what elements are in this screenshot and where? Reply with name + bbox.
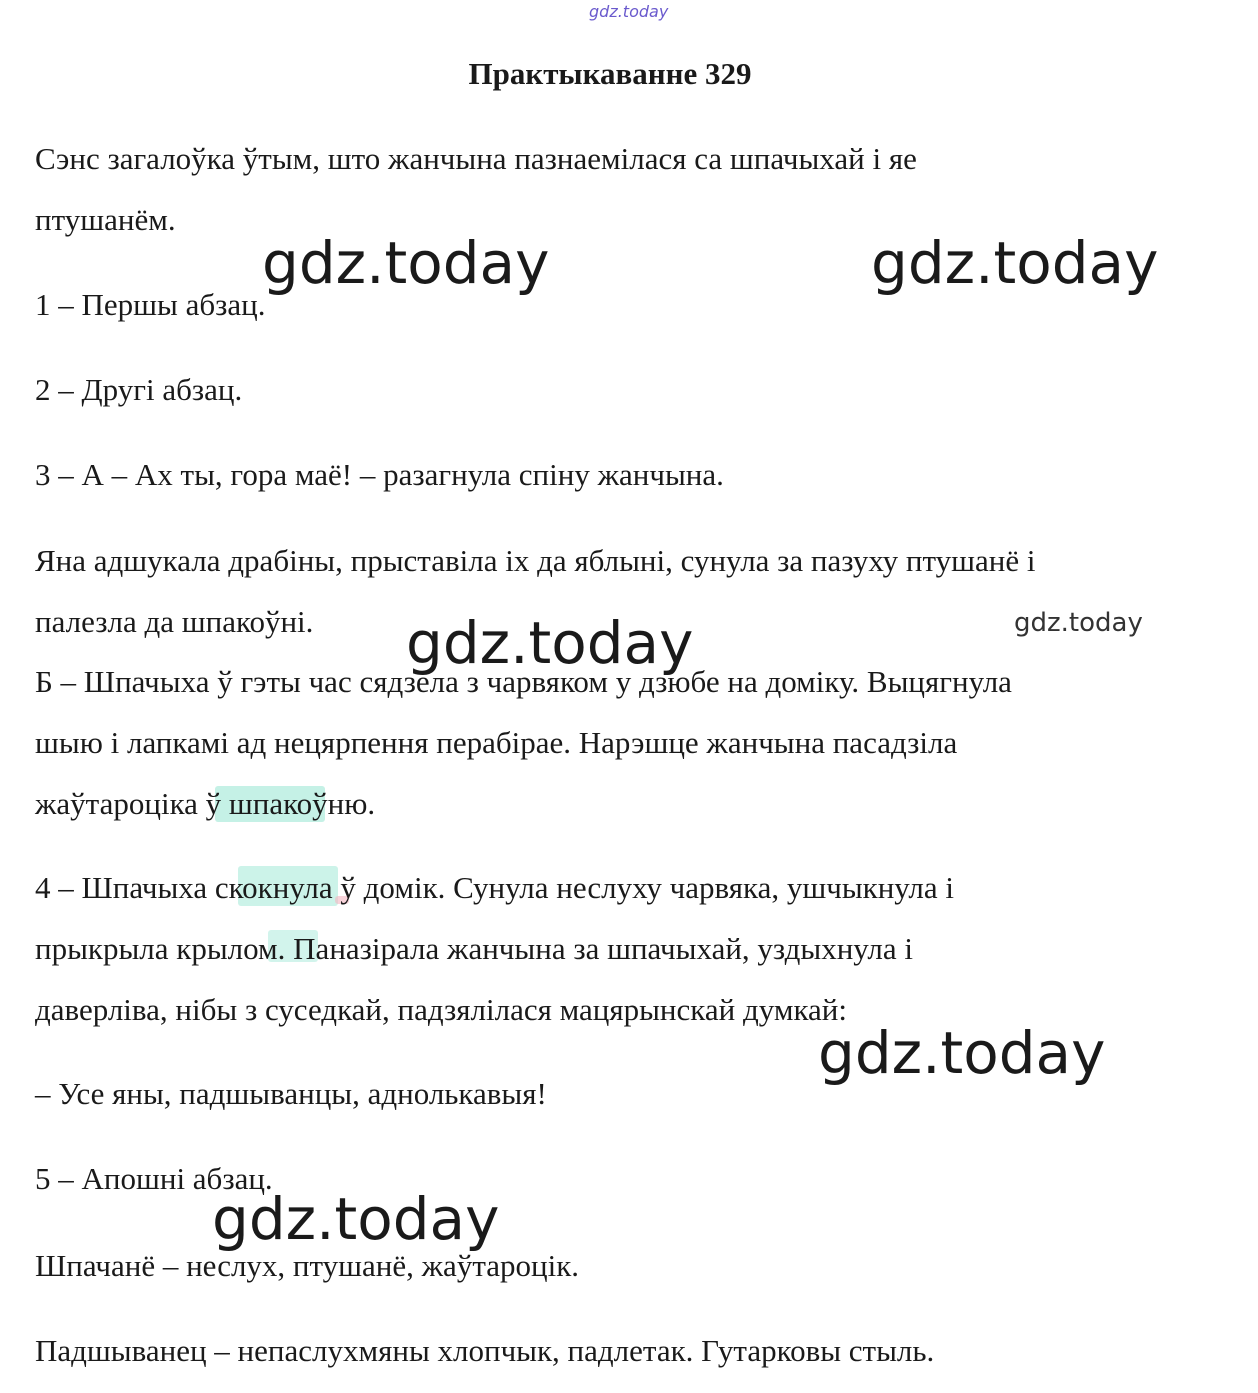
text-line: птушанём. [35,202,176,237]
text-line: 5 – Апошні абзац. [35,1161,273,1196]
text-line: жаўтароціка ў шпакоўню. [35,786,376,821]
text-line: даверліва, нібы з суседкай, падзялілася мацярынскай думкай: [35,992,848,1027]
watermark: gdz.today [871,229,1159,297]
text-line: Сэнс загалоўка ўтым, што жанчына пазнаемілася са шпачыхай і яе [35,141,917,176]
text-line: шыю і лапкамі ад нецярпення перабірае. Нарэшце жанчына пасадзіла [35,725,958,760]
text-line: Яна адшукала драбіны, прыставіла іх да яблыні, сунула за пазуху птушанё і [35,543,1036,578]
text-line: прыкрыла крылом. Паназірала жанчына за шпачыхай, уздыхнула і [35,931,914,966]
text-line: Падшыванец – непаслухмяны хлопчык, падлетак. Гутарковы стыль. [35,1333,935,1368]
watermark: gdz.today [406,609,694,677]
text-line: 2 – Другі абзац. [35,372,243,407]
text-line: 4 – Шпачыха скокнула ў домік. Сунула неслуху чарвяка, ушчыкнула і [35,870,955,905]
text-line: – Усе яны, падшыванцы, аднолькавыя! [35,1076,547,1111]
watermark: gdz.today [1014,608,1143,638]
text-line: палезла да шпакоўні. [35,604,314,639]
text-line: 1 – Першы абзац. [35,287,266,322]
watermark: gdz.today [818,1019,1106,1087]
watermark: gdz.today [262,229,550,297]
text-line: 3 – А – Ах ты, гора маё! – разагнула спіну жанчына. [35,457,724,492]
page-title: Практыкаванне 329 [468,56,752,91]
watermark-top: gdz.today [589,2,669,21]
watermark: gdz.today [212,1185,500,1253]
text-line: Шпачанё – неслух, птушанё, жаўтароцік. [35,1248,580,1283]
text-line: Б – Шпачыха ў гэты час сядзела з чарвяком у дзюбе на доміку. Выцягнула [35,664,1012,699]
